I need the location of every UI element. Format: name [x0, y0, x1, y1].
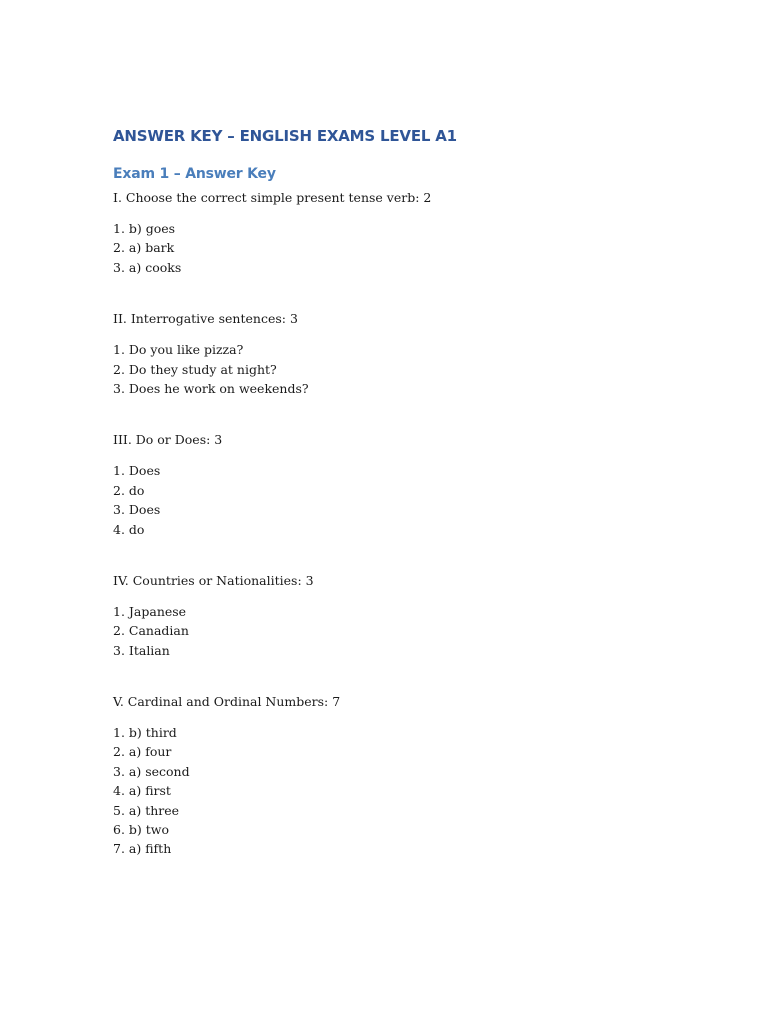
document-title: ANSWER KEY – ENGLISH EXAMS LEVEL A1 — [113, 127, 457, 145]
section-heading: V. Cardinal and Ordinal Numbers: 7 — [113, 694, 341, 710]
answer-item: 1. Do you like pizza? — [113, 342, 244, 358]
answer-item: 3. Does — [113, 502, 161, 518]
answer-item: 4. do — [113, 521, 145, 537]
answer-item: 2. Do they study at night? — [113, 361, 277, 377]
section-4 — [113, 571, 673, 660]
answer-list — [113, 461, 673, 539]
answer-list — [113, 602, 673, 660]
answer-item: 2. do — [113, 482, 145, 498]
answer-item: 7. a) fifth — [113, 841, 172, 857]
answer-item: 6. b) two — [113, 822, 169, 838]
answer-item: 3. a) second — [113, 763, 190, 779]
answer-item: 3. a) cooks — [113, 259, 182, 275]
section-2 — [113, 309, 673, 398]
answer-item: 1. Does — [113, 463, 161, 479]
section-3 — [113, 430, 673, 539]
answer-item: 1. Japanese — [113, 603, 187, 619]
exam-title: Exam 1 – Answer Key — [113, 166, 276, 182]
section-heading: III. Do or Does: 3 — [113, 432, 223, 448]
answer-item: 3. Does he work on weekends? — [113, 380, 309, 396]
section-heading: I. Choose the correct simple present tense verb: 2 — [113, 190, 432, 205]
answer-item: 5. a) three — [113, 802, 180, 818]
answer-item: 1. b) third — [113, 725, 177, 741]
section-heading: II. Interrogative sentences: 3 — [113, 311, 298, 327]
answer-list — [113, 340, 673, 398]
answer-item: 3. Italian — [113, 642, 170, 658]
section-5 — [113, 692, 673, 859]
answer-list — [113, 219, 673, 277]
answer-item: 1. b) goes — [113, 221, 176, 236]
answer-item: 2. a) bark — [113, 240, 175, 256]
section-heading: IV. Countries or Nationalities: 3 — [113, 572, 314, 588]
section-1 — [113, 188, 673, 277]
answer-list — [113, 723, 673, 859]
answer-item: 2. Canadian — [113, 623, 189, 639]
document-page — [113, 126, 673, 859]
answer-item: 2. a) four — [113, 744, 172, 760]
answer-item: 4. a) first — [113, 783, 171, 799]
